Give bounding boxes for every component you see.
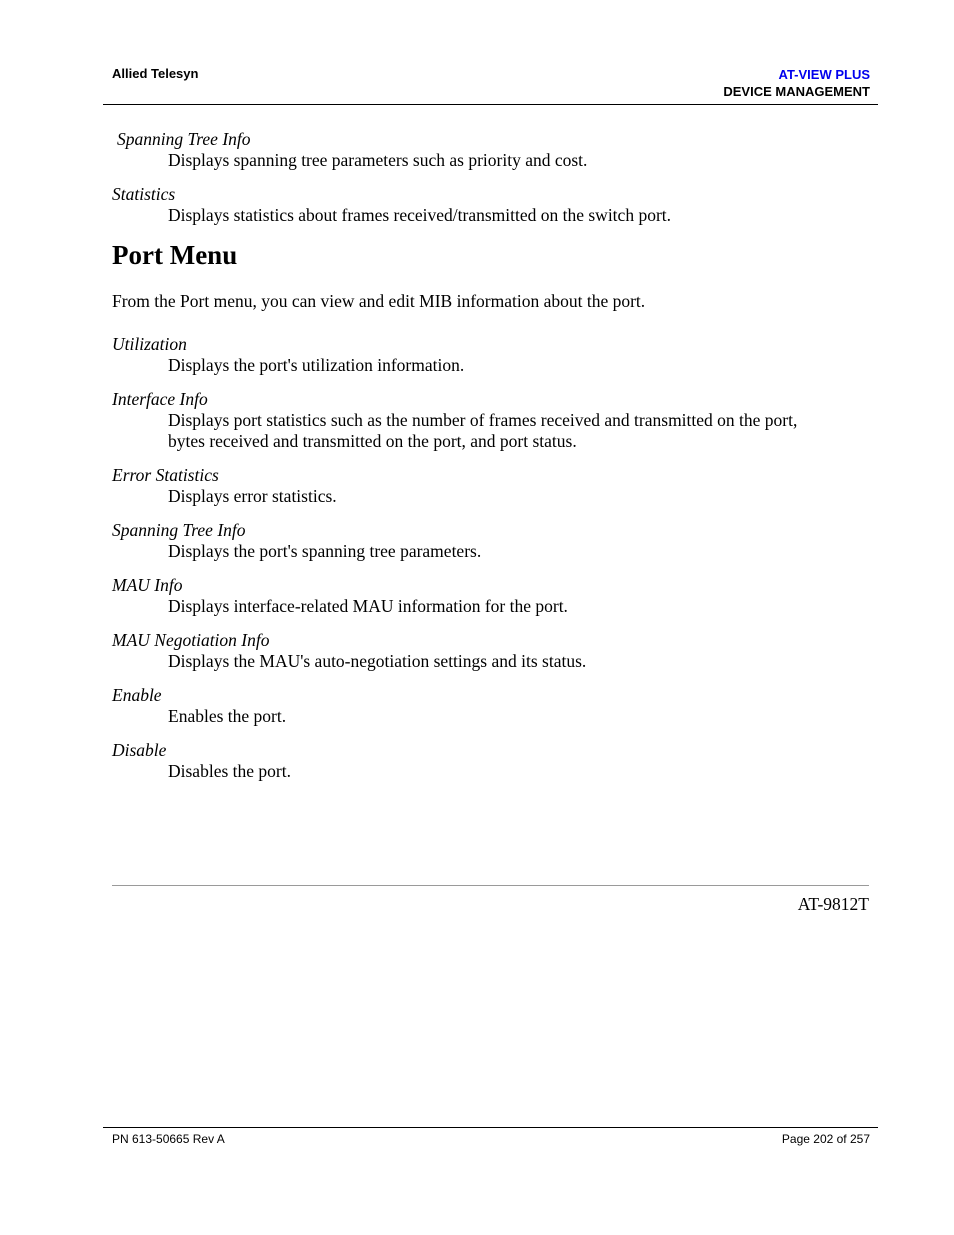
definition-item	[112, 740, 872, 782]
definition-desc: Enables the port.	[168, 706, 287, 726]
definition-term: Statistics	[112, 184, 176, 204]
definition-desc: Displays error statistics.	[168, 486, 337, 506]
definition-desc: Displays the MAU's auto-negotiation settings and its status.	[168, 651, 587, 671]
definition-desc: Disables the port.	[168, 761, 291, 781]
definition-item	[112, 630, 872, 672]
definition-term: Error Statistics	[112, 465, 219, 485]
definition-term: Spanning Tree Info	[117, 129, 251, 149]
company-name: Allied Telesyn	[112, 66, 199, 81]
product-name: AT-VIEW PLUS	[778, 67, 870, 82]
definition-desc: Displays statistics about frames received/transmitted on the switch port.	[168, 205, 672, 225]
definition-item	[112, 334, 872, 376]
model-number: AT-9812T	[797, 894, 869, 914]
section-intro: From the Port menu, you can view and edit MIB information about the port.	[112, 291, 646, 311]
definition-desc: Displays interface-related MAU information for the port.	[168, 596, 568, 616]
content-divider	[112, 885, 869, 886]
section-name: DEVICE MANAGEMENT	[723, 84, 870, 99]
definition-item	[112, 389, 872, 452]
definition-desc: Displays the port's utilization information.	[168, 355, 465, 375]
header-divider	[103, 104, 878, 105]
definition-desc-line2: bytes received and transmitted on the port, and port status.	[168, 431, 577, 451]
definition-item	[112, 465, 872, 507]
definition-term: Spanning Tree Info	[112, 520, 246, 540]
definition-term: Disable	[112, 740, 167, 760]
footer-divider	[103, 1127, 878, 1128]
definition-item	[112, 184, 872, 226]
definition-desc: Displays spanning tree parameters such as priority and cost.	[168, 150, 588, 170]
definition-term: MAU Negotiation Info	[112, 630, 270, 650]
section-heading: Port Menu	[112, 240, 238, 270]
definition-desc-line1: Displays port statistics such as the number of frames received and transmitted on the port,	[168, 410, 798, 430]
definition-item	[112, 129, 872, 171]
definition-item	[112, 520, 872, 562]
part-number: PN 613-50665 Rev A	[112, 1132, 225, 1146]
definition-item	[112, 575, 872, 617]
definition-term: MAU Info	[112, 575, 183, 595]
definition-term: Enable	[112, 685, 162, 705]
definition-item	[112, 685, 872, 727]
definition-term: Interface Info	[112, 389, 208, 409]
definition-term: Utilization	[112, 334, 187, 354]
definition-desc: Displays the port's spanning tree parameters.	[168, 541, 482, 561]
page-number: Page 202 of 257	[781, 1132, 870, 1146]
header-right	[723, 66, 870, 100]
page-content	[112, 129, 872, 795]
